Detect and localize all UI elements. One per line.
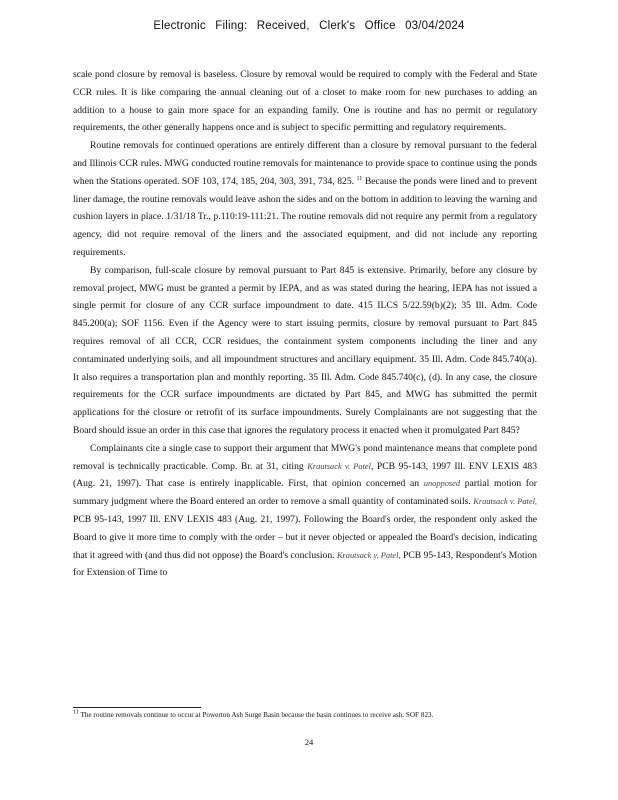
- case-citation: unopposed: [423, 479, 461, 489]
- body-paragraph: [73, 137, 537, 262]
- case-citation: Krautsack v. Patel,: [473, 497, 537, 507]
- paragraph-text: Complainants cite a single case to support their argument that MWG's pond maintenance means that complete pond removal is technically practicable. Comp. Br. at 31, citing: [73, 442, 537, 472]
- paragraph-text: , PCB 95-143, 1997 Ill. ENV LEXIS 483 (Aug. 21, 1997). That case is entirely inapplicable. First, that opinion concerned an: [73, 460, 538, 490]
- paragraph-text: scale pond closure by removal is baseless. Closure by removal would be required to comply with the Federal and State CCR rules. It is like comparing the annual cleaning out of a closet to make room for new purchases to adding an addition to a house to gain more space for an expanding family. One is routine and has no permit or regulatory requirements, the other generally happens once and is subject to specific permitting and regulatory requirements.: [73, 69, 537, 134]
- footnote-text: The routine removals continue to occur at Powerton Ash Surge Basin because the basin continues to receive ash. SOF 823.: [80, 711, 434, 719]
- paragraph-text: PCB 95-143, Respondent's Motion for Extension of Time to: [73, 549, 537, 579]
- paragraph-text: By comparison, full-scale closure by removal pursuant to Part 845 is extensive. Primarily, before any closure by removal project, MWG must be granted a permit by IEPA, and as was stated during the hearing, IEPA has not issued a single permit for closure of any CCR surface impoundment to date. 415 ILCS 5/22.59(b)(2); 35 Ill. Adm. Code 845.200(a); SOF 1156. Even if the Agency were to start issuing permits, closure by removal pursuant to Part 845 requires removal of all CCR, CCR residues, the containment system components including the liner and any contaminated underlying soils, and all impoundment structures and ancillary equipment. 35 Ill. Adm. Code 845.740(a). It also requires a transportation plan and monthly reporting. 35 Ill. Adm. Code 845.740(c), (d). In any case, the closure requirements for the CCR surface impoundments are dictated by Part 845, and MWG has submitted the permit applications for the closure or retrofit of its surface impoundments. Surely Complainants are not suggesting that the Board should issue an order in this case that ignores the regulatory process it enacted when it promulgated Part 845?: [73, 264, 537, 436]
- footnote-reference: 11: [356, 175, 363, 182]
- paragraph-text: Routine removals for continued operations are entirely different than a closure by removal pursuant to the federal and Illinois CCR rules. MWG conducted routine removals for maintenance to provide space to continue using the ponds when the Stations operated. SOF 103, 174, 185, 204, 303, 391, 734, 825.: [73, 140, 537, 187]
- case-citation: Krautsack v. Patel,: [336, 550, 401, 560]
- filing-header: Electronic Filing: Received, Clerk's Office 03/04/2024: [153, 20, 465, 32]
- case-citation: Krautsack v. Patel: [307, 461, 371, 471]
- page-number: 24: [304, 737, 314, 747]
- footnote-marker: 11: [73, 709, 79, 716]
- body-paragraph: [73, 440, 537, 582]
- paragraph-text: PCB 95-143, 1997 Ill. ENV LEXIS 483 (Aug. 21, 1997). Following the Board's order, the respondent only asked the Board to give it more time to comply with the order – but it never objected or appealed the Board's decision, indicating that it agreed with (and thus did not oppose) the Board's conclusion.: [73, 513, 537, 561]
- body-paragraph: [73, 66, 537, 137]
- paragraph-text: Because the ponds were lined and to prevent liner damage, the routine removals would leave ashon the sides and on the bottom in addition to leaving the warning and cushion layers in place. 1/31/18 Tr., p.110:19-111:21. The routine removals did not require any permit from a regulatory agency, did not require removal of the liners and the associated equipment, and did not include any reporting requirements.: [73, 175, 537, 258]
- footnote: [73, 711, 537, 721]
- body-paragraph: [73, 262, 537, 440]
- footnote-divider: [73, 707, 201, 708]
- document-body: [73, 66, 537, 582]
- paragraph-text: partial motion for summary judgment where the Board entered an order to remove a small quantity of contaminated soils.: [73, 478, 537, 508]
